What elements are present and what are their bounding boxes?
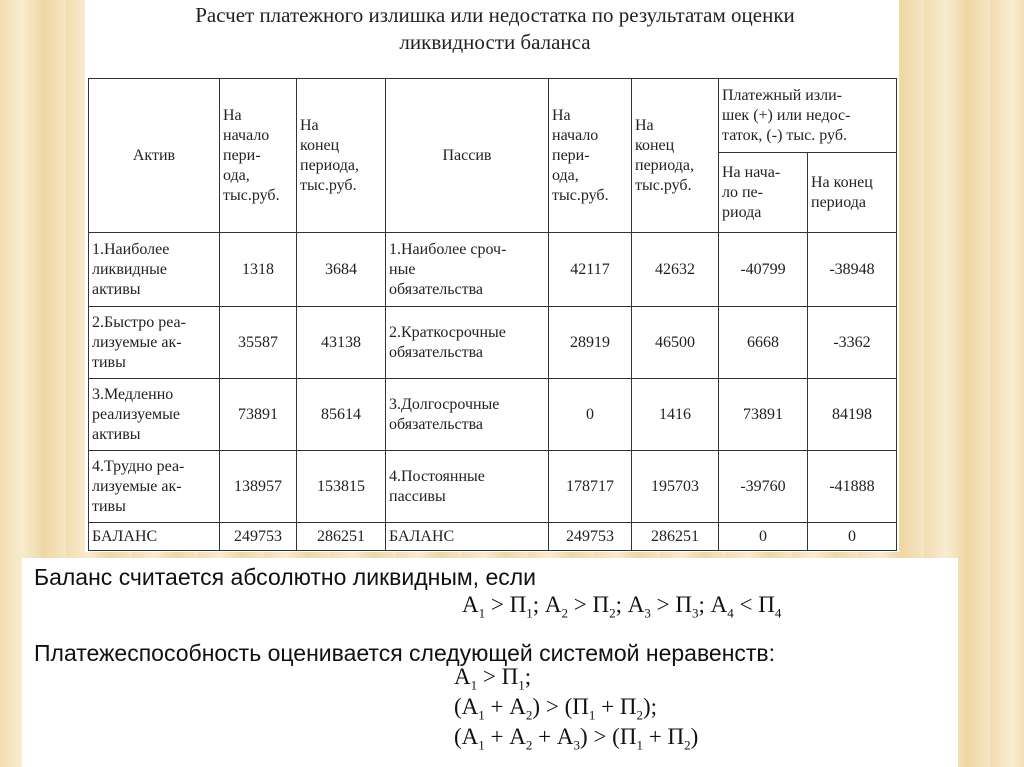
row-liability: 3.Долгосрочные обязательства [386,379,549,451]
row-asset-end: 153815 [297,451,386,523]
row-asset-start: 73891 [220,379,297,451]
row-liability-end: 195703 [632,451,719,523]
solvency-formula-1: $А_1 > П_1$; [454,664,532,693]
header-asset-end: На конец периода, тыс.руб. [297,79,386,233]
header-surplus-start: На нача- ло пе- риода [719,153,808,233]
row-liability-end: 286251 [632,523,719,551]
header-asset: Актив [89,79,220,233]
title-line-1: Расчет платежного излишка или недостатка по результатам оценки [195,3,795,27]
absolute-liquidity-text: Баланс считается абсолютно ликвидным, если [34,564,537,590]
row-surplus-end: 84198 [808,379,897,451]
row-asset-start: 35587 [220,307,297,379]
header-liability-end: На конец периода, тыс.руб. [632,79,719,233]
absolute-liquidity-formula: $А_1 > П_1$; $А_2 > П_2$; $А_3 > П_3$; $А_4 < П_4$ [462,592,782,621]
row-asset-end: 43138 [297,307,386,379]
title-line-2: ликвидности баланса [399,30,591,54]
row-liability: БАЛАНС [386,523,549,551]
header-surplus-end: На конец периода [808,153,897,233]
solvency-formula-3: $(А_1 + А_2 + А_3) > (П_1 + П_2)$ [454,724,699,753]
table-row [89,233,897,307]
row-liability-end: 1416 [632,379,719,451]
table-row [89,307,897,379]
row-asset: 3.Медленно реализуемые активы [89,379,220,451]
row-liability: 1.Наиболее сроч- ные обязательства [386,233,549,307]
row-asset-start: 249753 [220,523,297,551]
row-surplus-start: -40799 [719,233,808,307]
row-asset-end: 85614 [297,379,386,451]
row-surplus-end: -3362 [808,307,897,379]
row-liability-start: 178717 [549,451,632,523]
row-asset-start: 1318 [220,233,297,307]
table-row [89,523,897,551]
liquidity-table [88,78,897,551]
row-surplus-start: 0 [719,523,808,551]
row-asset: 4.Трудно реа- лизуемые ак- тивы [89,451,220,523]
row-liability-start: 0 [549,379,632,451]
header-liability: Пассив [386,79,549,233]
row-liability-start: 42117 [549,233,632,307]
row-asset-end: 286251 [297,523,386,551]
row-asset-end: 3684 [297,233,386,307]
row-surplus-end: -41888 [808,451,897,523]
row-liability-start: 28919 [549,307,632,379]
row-asset: БАЛАНС [89,523,220,551]
page-title [85,2,905,56]
row-surplus-end: 0 [808,523,897,551]
row-asset: 1.Наиболее ликвидные активы [89,233,220,307]
table-row [89,379,897,451]
row-asset-start: 138957 [220,451,297,523]
row-surplus-start: 73891 [719,379,808,451]
header-liability-start: На начало пери- ода, тыс.руб. [549,79,632,233]
liquidity-conditions [22,558,958,767]
row-asset: 2.Быстро реа- лизуемые ак- тивы [89,307,220,379]
solvency-formula-2: $(А_1 + А_2) > (П_1 + П_2)$; [454,694,658,723]
row-liability-start: 249753 [549,523,632,551]
header-surplus: Платежный изли- шек (+) или недос- таток, (-) тыс. руб. [719,79,897,153]
row-liability: 4.Постоянные пассивы [386,451,549,523]
table-row [89,451,897,523]
row-liability-end: 42632 [632,233,719,307]
row-liability-end: 46500 [632,307,719,379]
header-asset-start: На начало пери- ода, тыс.руб. [220,79,297,233]
solvency-text: Платежеспособность оценивается следующей системой неравенств: [34,640,776,666]
row-surplus-start: 6668 [719,307,808,379]
row-surplus-end: -38948 [808,233,897,307]
row-surplus-start: -39760 [719,451,808,523]
row-liability: 2.Краткосрочные обязательства [386,307,549,379]
